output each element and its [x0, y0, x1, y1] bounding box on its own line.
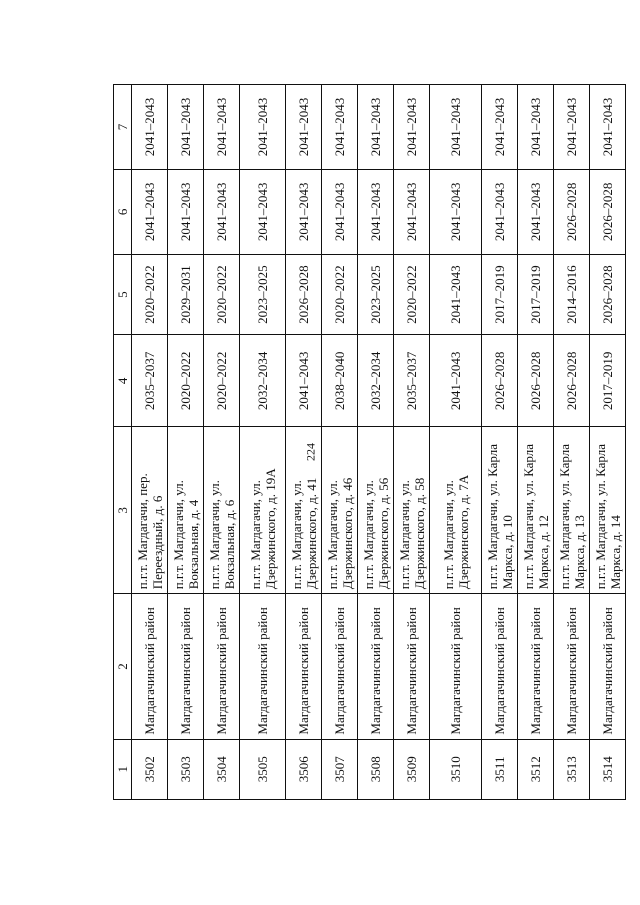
period-col6: 2041–2043 [204, 169, 240, 254]
row-id: 3502 [132, 739, 168, 799]
district-cell: Магдагачинский район [358, 594, 394, 739]
period-col4: 2026–2028 [518, 335, 554, 427]
district-cell: Магдагачинский район [240, 594, 286, 739]
table-row [322, 85, 358, 800]
period-col7: 2041–2043 [240, 85, 286, 170]
district-cell: Магдагачинский район [482, 594, 518, 739]
header-cell: 3 [114, 427, 132, 594]
period-col5: 2023–2025 [240, 254, 286, 335]
period-col6: 2041–2043 [394, 169, 430, 254]
period-col5: 2020–2022 [394, 254, 430, 335]
period-col6: 2041–2043 [322, 169, 358, 254]
period-col4: 2035–2037 [132, 335, 168, 427]
period-col4: 2035–2037 [394, 335, 430, 427]
period-col6: 2041–2043 [168, 169, 204, 254]
period-col6: 2041–2043 [240, 169, 286, 254]
row-id: 3512 [518, 739, 554, 799]
period-col5: 2017–2019 [482, 254, 518, 335]
period-col7: 2041–2043 [322, 85, 358, 170]
header-cell: 7 [114, 85, 132, 170]
address-cell: п.г.т. Магдагачи, ул. Вокзальная, д. 4 [168, 427, 204, 594]
period-col7: 2041–2043 [518, 85, 554, 170]
address-cell: п.г.т. Магдагачи, ул. Дзержинского, д. 19А [240, 427, 286, 594]
period-col6: 2041–2043 [286, 169, 322, 254]
period-col6: 2041–2043 [132, 169, 168, 254]
row-id: 3505 [240, 739, 286, 799]
address-cell: п.г.т. Магдагачи, ул. Вокзальная, д. 6 [204, 427, 240, 594]
row-id: 3509 [394, 739, 430, 799]
district-cell: Магдагачинский район [554, 594, 590, 739]
period-col4: 2026–2028 [554, 335, 590, 427]
address-cell: п.г.т. Магдагачи, пер. Переездный, д. 6 [132, 427, 168, 594]
period-col5: 2014–2016 [554, 254, 590, 335]
period-col6: 2041–2043 [518, 169, 554, 254]
period-col5: 2017–2019 [518, 254, 554, 335]
header-cell: 2 [114, 594, 132, 739]
table-row [518, 85, 554, 800]
period-col4: 2026–2028 [482, 335, 518, 427]
district-cell: Магдагачинский район [430, 594, 482, 739]
district-cell: Магдагачинский район [590, 594, 626, 739]
period-col7: 2041–2043 [430, 85, 482, 170]
period-col4: 2020–2022 [168, 335, 204, 427]
table-row [394, 85, 430, 800]
header-row [114, 85, 132, 800]
address-cell: п.г.т. Магдагачи, ул. Карла Маркса, д. 12 [518, 427, 554, 594]
district-cell: Магдагачинский район [394, 594, 430, 739]
address-cell: п.г.т. Магдагачи, ул. Дзержинского, д. 46 [322, 427, 358, 594]
period-col7: 2041–2043 [482, 85, 518, 170]
period-col5: 2020–2022 [204, 254, 240, 335]
period-col7: 2041–2043 [286, 85, 322, 170]
period-col7: 2041–2043 [168, 85, 204, 170]
period-col4: 2038–2040 [322, 335, 358, 427]
table-row [482, 85, 518, 800]
district-cell: Магдагачинский район [322, 594, 358, 739]
table-row [358, 85, 394, 800]
district-cell: Магдагачинский район [168, 594, 204, 739]
row-id: 3511 [482, 739, 518, 799]
row-id: 3507 [322, 739, 358, 799]
address-cell: п.г.т. Магдагачи, ул. Дзержинского, д. 58 [394, 427, 430, 594]
period-col5: 2041–2043 [430, 254, 482, 335]
table-row [590, 85, 626, 800]
table-row [430, 85, 482, 800]
rotated-table-frame [113, 84, 623, 800]
period-col5: 2020–2022 [132, 254, 168, 335]
header-cell: 6 [114, 169, 132, 254]
period-col7: 2041–2043 [204, 85, 240, 170]
period-col6: 2041–2043 [358, 169, 394, 254]
period-col7: 2041–2043 [554, 85, 590, 170]
address-cell: п.г.т. Магдагачи, ул. Карла Маркса, д. 14 [590, 427, 626, 594]
period-col5: 2026–2028 [590, 254, 626, 335]
table-row [554, 85, 590, 800]
period-col6: 2041–2043 [482, 169, 518, 254]
address-cell: п.г.т. Магдагачи, ул. Дзержинского, д. 56 [358, 427, 394, 594]
row-id: 3504 [204, 739, 240, 799]
period-col4: 2032–2034 [240, 335, 286, 427]
period-col6: 2041–2043 [430, 169, 482, 254]
header-cell: 5 [114, 254, 132, 335]
period-col4: 2017–2019 [590, 335, 626, 427]
period-col5: 2020–2022 [322, 254, 358, 335]
period-col5: 2023–2025 [358, 254, 394, 335]
period-col5: 2026–2028 [286, 254, 322, 335]
district-cell: Магдагачинский район [286, 594, 322, 739]
page-number: 224 [303, 443, 318, 461]
row-id: 3508 [358, 739, 394, 799]
period-col7: 2041–2043 [394, 85, 430, 170]
address-cell: п.г.т. Магдагачи, ул. Дзержинского, д. 41 [286, 427, 322, 594]
period-col4: 2041–2043 [286, 335, 322, 427]
district-cell: Магдагачинский район [204, 594, 240, 739]
address-cell: п.г.т. Магдагачи, ул. Дзержинского, д. 7А [430, 427, 482, 594]
period-col7: 2041–2043 [590, 85, 626, 170]
period-col4: 2032–2034 [358, 335, 394, 427]
period-col6: 2026–2028 [590, 169, 626, 254]
row-id: 3503 [168, 739, 204, 799]
address-cell: п.г.т. Магдагачи, ул. Карла Маркса, д. 10 [482, 427, 518, 594]
district-cell: Магдагачинский район [132, 594, 168, 739]
period-col6: 2026–2028 [554, 169, 590, 254]
header-cell: 4 [114, 335, 132, 427]
period-col7: 2041–2043 [358, 85, 394, 170]
row-id: 3514 [590, 739, 626, 799]
period-col7: 2041–2043 [132, 85, 168, 170]
table-row [240, 85, 286, 800]
district-cell: Магдагачинский район [518, 594, 554, 739]
header-cell: 1 [114, 739, 132, 799]
buildings-table [113, 84, 626, 800]
period-col4: 2020–2022 [204, 335, 240, 427]
period-col4: 2041–2043 [430, 335, 482, 427]
table-row [168, 85, 204, 800]
row-id: 3506 [286, 739, 322, 799]
address-cell: п.г.т. Магдагачи, ул. Карла Маркса, д. 13 [554, 427, 590, 594]
row-id: 3513 [554, 739, 590, 799]
row-id: 3510 [430, 739, 482, 799]
period-col5: 2029–2031 [168, 254, 204, 335]
table-row [132, 85, 168, 800]
table-row [286, 85, 322, 800]
table-row [204, 85, 240, 800]
